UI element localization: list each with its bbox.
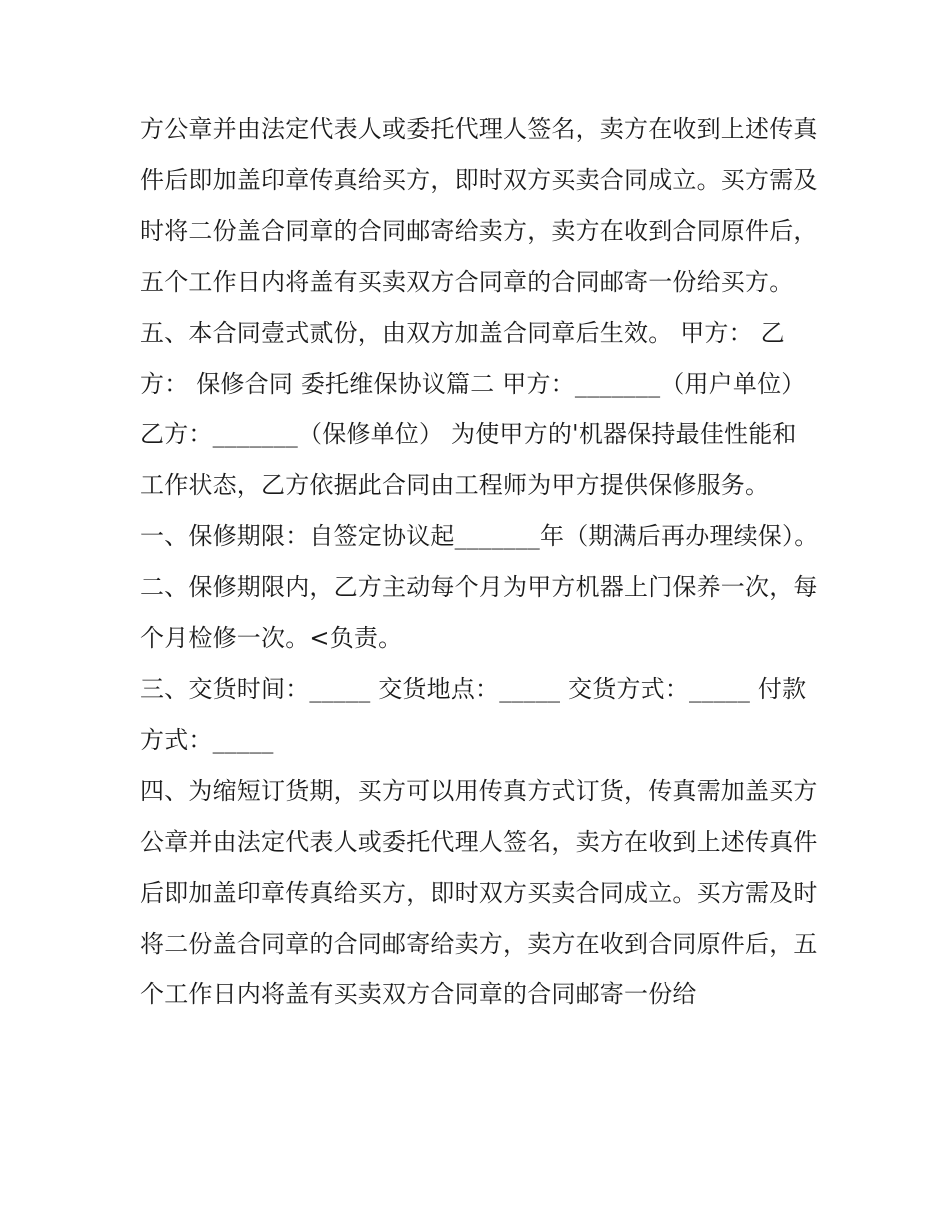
- paragraph-section-five-signatures: 五、本合同壹式贰份，由双方加盖合同章后生效。 甲方： 乙方： 保修合同 委托维保协议篇二 甲方：_______（用户单位）: [140, 318, 806, 398]
- paragraph-party-b: 乙方：_______（保修单位） 为使甲方的'机器保持最佳性能和工作状态，乙方依据此合同由工程师为甲方提供保修服务。: [140, 420, 797, 500]
- paragraph-delivery-terms-continued: 方公章并由法定代表人或委托代理人签名，卖方在收到上述传真件后即加盖印章传真给买方，即时双方买卖合同成立。买方需及时将二份盖合同章的合同邮寄给卖方，卖方在收到合同原件后，五个工作日内将盖有买卖双方合同章的合同邮寄一份给买方。: [140, 115, 818, 296]
- paragraph-section-four-fax-order: 四、为缩短订货期，买方可以用传真方式订货，传真需加盖买方公章并由法定代表人或委托代理人签名，卖方在收到上述传真件后即加盖印章传真给买方，即时双方买卖合同成立。买方需及时将二份盖合同章的合同邮寄给卖方，卖方在收到合同原件后，五个工作日内将盖有买卖双方合同章的合同邮寄一份给: [140, 776, 818, 1009]
- document-body: [140, 104, 827, 1020]
- paragraph-section-one-warranty-period: 一、保修期限：自签定协议起_______年（期满后再办理续保）。 二、保修期限内，乙方主动每个月为甲方机器上门保养一次，每个月检修一次。<负责。: [140, 522, 827, 653]
- paragraph-section-three-delivery: 三、交货时间：_____ 交货地点：_____ 交货方式：_____ 付款方式：_____: [140, 674, 807, 754]
